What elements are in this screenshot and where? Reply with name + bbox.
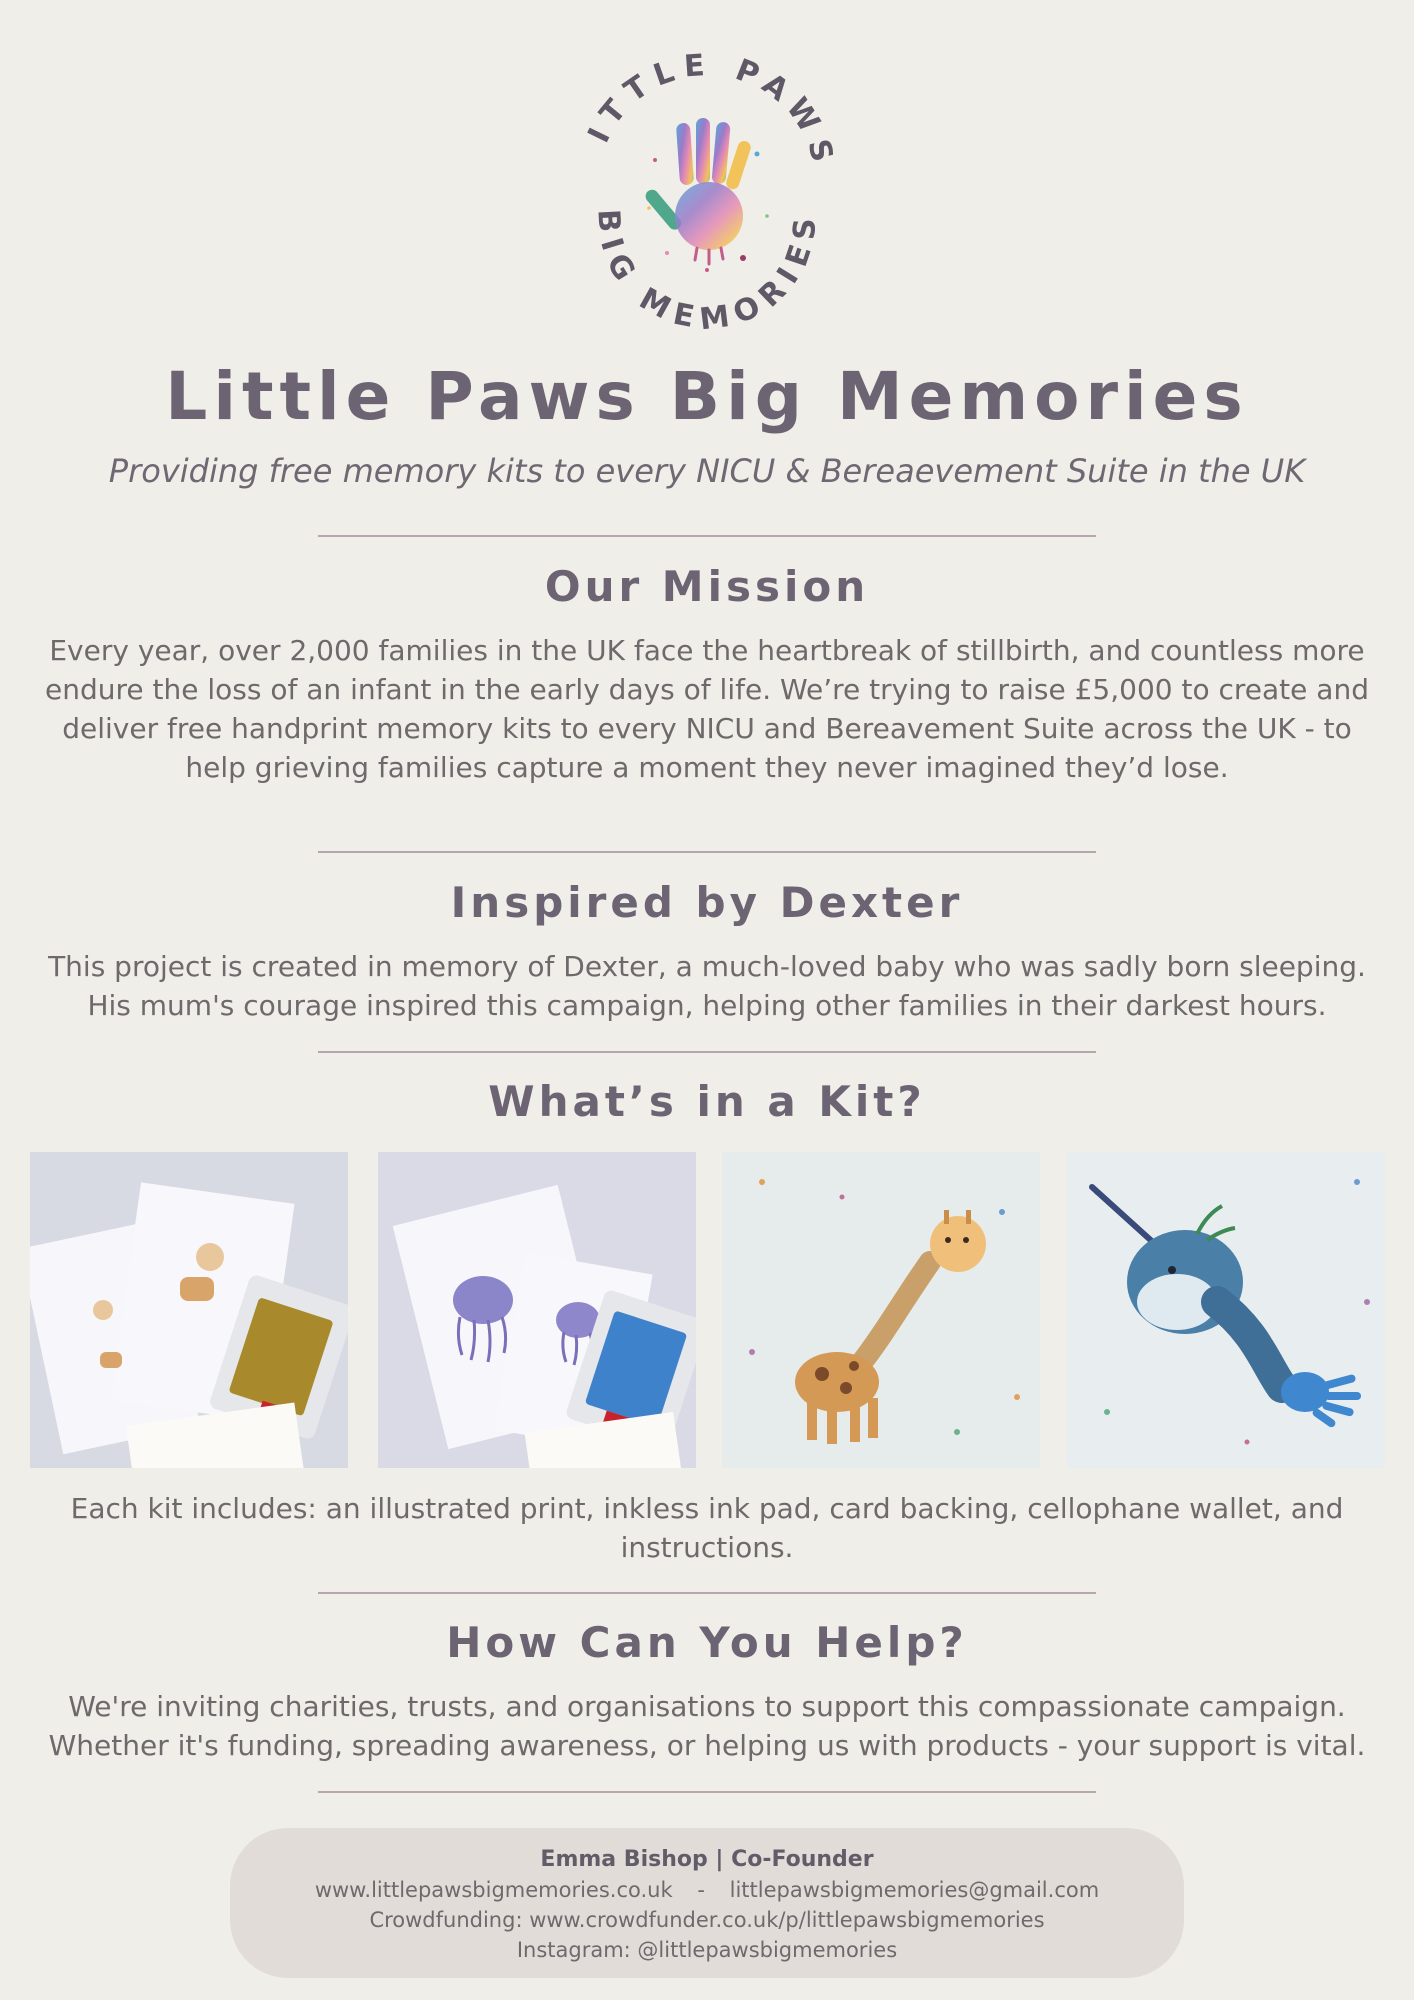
page-subtitle: Providing free memory kits to every NICU & Bereaevement Suite in the UK — [108, 452, 1306, 490]
mission-line: endure the loss of an infant in the early days of life. We’re trying to raise £5,000 to create and — [45, 673, 1369, 706]
mission-line: deliver free handprint memory kits to every NICU and Bereavement Suite across the UK - to — [62, 712, 1352, 745]
page-title: Little Paws Big Memories — [165, 358, 1249, 435]
logo — [557, 48, 857, 338]
divider — [318, 1791, 1096, 1793]
help-text — [40, 1687, 1374, 1765]
giraffe-print-kit-photo — [30, 1152, 348, 1468]
giraffe-footprint-print — [722, 1152, 1040, 1468]
divider — [318, 1051, 1096, 1053]
inspired-line: This project is created in memory of Dexter, a much-loved baby who was sadly born sleeping. — [48, 950, 1366, 983]
divider — [318, 535, 1096, 537]
divider — [318, 1592, 1096, 1594]
narwhal-handprint-print — [1067, 1152, 1385, 1468]
help-heading: How Can You Help? — [446, 1618, 968, 1667]
kit-line: Each kit includes: an illustrated print, inkless ink pad, card backing, cellophane wallet, and — [70, 1492, 1344, 1525]
logo-arc-top: ITTLE PAWS — [581, 48, 842, 174]
website-link[interactable]: www.littlepawsbigmemories.co.uk — [314, 1878, 673, 1902]
kit-text — [40, 1489, 1374, 1567]
logo-arc-bottom: BIG MEMORIES — [590, 208, 824, 338]
kit-heading: What’s in a Kit? — [488, 1077, 926, 1126]
mission-line: help grieving families capture a moment they never imagined they’d lose. — [185, 751, 1229, 784]
kit-line: instructions. — [620, 1531, 794, 1564]
rainbow-handprint-icon — [643, 118, 769, 272]
mission-text — [40, 631, 1374, 787]
contact-links-row — [230, 1875, 1184, 1905]
jellyfish-print-kit-photo — [378, 1152, 696, 1468]
mission-heading: Our Mission — [544, 562, 870, 611]
help-line: We're inviting charities, trusts, and organisations to support this compassionate campaign. — [68, 1690, 1346, 1723]
contact-separator: - — [697, 1878, 705, 1902]
mission-line: Every year, over 2,000 families in the UK face the heartbreak of stillbirth, and countless more — [49, 634, 1365, 667]
contact-name: Emma Bishop | Co-Founder — [540, 1847, 874, 1872]
inspired-text — [40, 947, 1374, 1025]
contact-box — [230, 1828, 1184, 1978]
email-link[interactable]: littlepawsbigmemories@gmail.com — [729, 1878, 1100, 1902]
inspired-heading: Inspired by Dexter — [450, 878, 964, 927]
inspired-line: His mum's courage inspired this campaign, helping other families in their darkest hours. — [87, 989, 1327, 1022]
crowdfunding-link[interactable]: Crowdfunding: www.crowdfunder.co.uk/p/littlepawsbigmemories — [369, 1908, 1045, 1932]
divider — [318, 851, 1096, 853]
help-line: Whether it's funding, spreading awareness, or helping us with products - your support is vital. — [48, 1729, 1366, 1762]
instagram-link[interactable]: Instagram: @littlepawsbigmemories — [516, 1938, 898, 1962]
